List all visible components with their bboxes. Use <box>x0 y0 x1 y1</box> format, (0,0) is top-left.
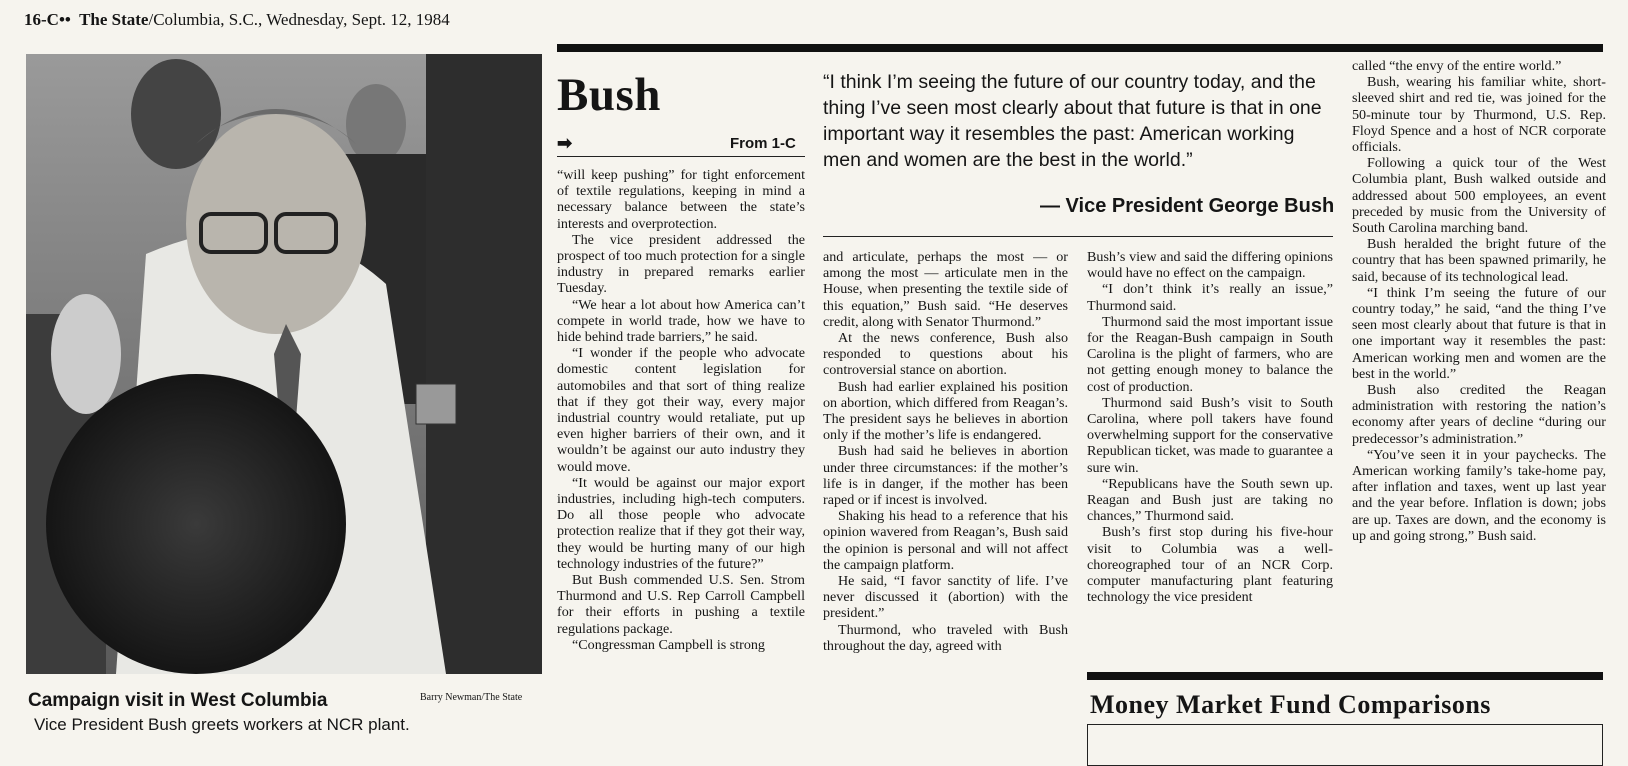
news-photo <box>26 54 542 674</box>
photo-caption-title: Campaign visit in West Columbia <box>28 690 328 711</box>
money-market-rule <box>1087 672 1603 680</box>
paragraph: Thurmond said the most important issue for the Reagan-Bush campaign in South Carolina is the plight of farmers, who are not getting enough money to balance the cost of production. <box>1087 313 1333 395</box>
paragraph: The vice president addressed the prospect of too much protection for a single industry in prepared remarks earlier Tuesday. <box>557 231 805 297</box>
article-column-1 <box>557 167 805 653</box>
money-market-table-frame <box>1087 724 1603 766</box>
paragraph: At the news conference, Bush also responded to questions about his controversial stance on abortion. <box>823 330 1068 379</box>
masthead-dots: •• <box>58 10 71 29</box>
paragraph: “I wonder if the people who advocate domestic content legislation for automobiles and that sort of thing realize that if they got their way, every major industrial country would retaliate, put up even higher barriers of their own, and it wouldn’t be against our auto industry they would move. <box>557 345 805 475</box>
paragraph: Bush had earlier explained his position on abortion, which differed from Reagan’s. The president says he believes in abortion only if the mother’s life is endangered. <box>823 378 1068 444</box>
photo-caption: Vice President Bush greets workers at NCR plant. <box>34 715 410 734</box>
jump-arrow-icon: ➡ <box>557 133 573 153</box>
top-rule <box>557 44 1603 52</box>
dateline: /Columbia, S.C., Wednesday, Sept. 12, 1984 <box>148 10 450 29</box>
paragraph: Bush had said he believes in abortion under three circumstances: if the mother’s life is in danger, if the mother has been raped or if incest is involved. <box>823 443 1068 509</box>
paragraph: Bush heralded the bright future of the country that has been spawned primarily, he said, because of its technological lead. <box>1352 236 1606 285</box>
article-headline: Bush <box>557 69 661 121</box>
article-column-4 <box>1352 58 1606 544</box>
paragraph: “will keep pushing” for tight enforcement of textile regulations, keeping in mind a necessary balance between the state’s interests and overprotection. <box>557 167 805 232</box>
paragraph: Following a quick tour of the West Columbia plant, Bush walked outside and addressed about 500 employees, an event preceded by music from the University of South Carolina marching band. <box>1352 155 1606 237</box>
pull-quote: “I think I’m seeing the future of our country today, and the thing I’ve seen most clearly about that future is that in one important way it resembles the past: American working men and women are the best in the world.” <box>823 71 1322 171</box>
photo-illustration <box>26 54 542 674</box>
paragraph: “Republicans have the South sewn up. Reagan and Bush just are taking no chances,” Thurmond said. <box>1087 475 1333 525</box>
paragraph: Bush also credited the Reagan administration with restoring the nation’s economy after years of decline “during our predecessor’s administration.” <box>1352 382 1606 447</box>
paragraph: Shaking his head to a reference that his opinion wavered from Reagan’s, Bush said the opinion is personal and will not affect the campaign platform. <box>823 508 1068 573</box>
paper-name: The State <box>79 10 149 29</box>
pull-quote-attribution: — Vice President George Bush <box>1040 195 1335 217</box>
masthead <box>24 10 450 30</box>
photo-credit: Barry Newman/The State <box>420 692 523 703</box>
paragraph: “I don’t think it’s really an issue,” Thurmond said. <box>1087 281 1333 314</box>
pull-quote-rule <box>823 236 1333 237</box>
paragraph: Bush’s first stop during his five-hour visit to Columbia was a well-choreographed tour of an NCR Corp. computer manufacturing plant featuring technology the vice president <box>1087 524 1333 606</box>
money-market-heading: Money Market Fund Comparisons <box>1090 690 1491 719</box>
paragraph: “We hear a lot about how America can’t compete in world trade, how we have to hide behind trade barriers,” he said. <box>557 296 805 346</box>
paragraph: and articulate, perhaps the most — or among the most — articulate men in the House, when presenting the textile side of this equation,” Bush said. “He deserves credit, along with Senator Thurmond.” <box>823 249 1068 330</box>
jump-reference: From 1-C <box>730 135 796 152</box>
paragraph: called “the envy of the entire world.” <box>1352 58 1562 74</box>
paragraph: He said, “I favor sanctity of life. I’ve never discussed it (abortion) with the president.” <box>823 573 1068 622</box>
paragraph: Bush, wearing his familiar white, short-sleeved shirt and red tie, was joined for the 50-minute tour by Thurmond, U.S. Rep. Floyd Spence and a host of NCR corporate officials. <box>1352 74 1606 156</box>
paragraph: Thurmond, who traveled with Bush throughout the day, agreed with <box>823 621 1068 654</box>
paragraph: “It would be against our major export industries, including high-tech computers. Do all those people who advocate protection realize that if they got their way, they would be hurting many of our high technology industries of the future?” <box>557 474 805 572</box>
paragraph: Bush’s view and said the differing opinions would have no effect on the campaign. <box>1087 249 1333 282</box>
section-number: 16-C <box>24 10 59 29</box>
article-column-2 <box>823 249 1068 654</box>
column-rule <box>557 156 805 157</box>
paragraph: But Bush commended U.S. Sen. Strom Thurmond and U.S. Rep Carroll Campbell for their efforts in pushing a textile regulations package. <box>557 572 805 637</box>
paragraph: Thurmond said Bush’s visit to South Carolina, where poll takers have found overwhelming support for the conservative Republican ticket, was made to guarantee a sure win. <box>1087 394 1333 476</box>
paragraph: “Congressman Campbell is strong <box>572 636 765 653</box>
paragraph: “You’ve seen it in your paychecks. The American working family’s take-home pay, after inflation and taxes, went up last year and the year before. Inflation is down; jobs are up. Taxes are down, and the economy is up and going strong,” Bush said. <box>1352 446 1606 544</box>
paragraph: “I think I’m seeing the future of our country today,” he said, “and the thing I’ve seen most clearly about that future is that in one important way it resembles the past: American working men and women are the best in the world.” <box>1352 284 1606 382</box>
article-column-3 <box>1087 249 1333 605</box>
